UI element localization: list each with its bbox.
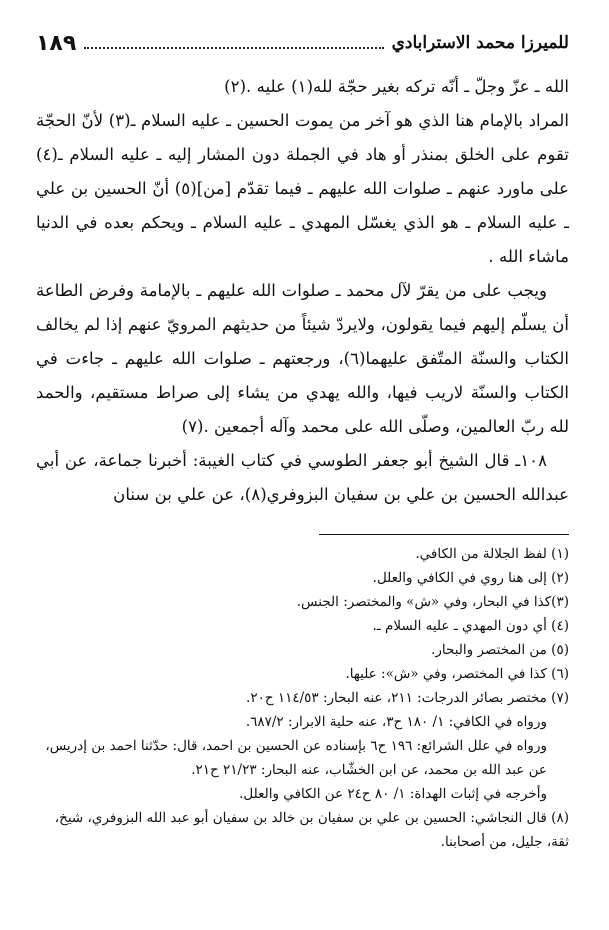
paragraph-3: ويجب على من يقرّ لآل محمد ـ صلوات الله عليهم ـ بالإمامة وفرض الطاعة أن يسلّم إليهم فيما يقولون، ولايردّ شيئاً من حديثهم المرويّ عنهم إذا لم يخالف الكتاب والسنّة المتّفق عليهما(٦)، ورجعتهم ـ صلوات الله عليهم ـ جاءت في الكتاب والسنّة لاريب فيها، والله يهدي من يشاء إلى صراط مستقيم، والحمد لله ربّ العالمين، وصلّى الله على محمد وآله أجمعين .(٧) bbox=[36, 281, 569, 436]
footnotes bbox=[36, 542, 569, 854]
footnote-7: (٧) مختصر بصائر الدرجات: ٢١١، عنه البحار: ١١٤/٥٣ ح٢٠. bbox=[246, 690, 569, 706]
running-title: للميرزا محمد الاسترابادي bbox=[391, 33, 569, 53]
footnote-7-line-2: ورواه في الكافي: ١/ ١٨٠ ح٣، عنه حلية الابرار: ٦٨٧/٢. bbox=[245, 714, 547, 730]
footnote-1: (١) لفظ الجلالة من الكافي. bbox=[415, 546, 569, 562]
footnote-6: (٦) كذا في المختصر، وفي «ش»: عليها. bbox=[345, 666, 569, 682]
footnote-7-line-4: وأخرجه في إثبات الهداة: ١/ ٨٠ ح٢٤ عن الكافي والعلل. bbox=[239, 786, 547, 802]
footnote-5: (٥) من المختصر والبحار. bbox=[431, 642, 569, 658]
page-header bbox=[36, 30, 569, 56]
paragraph-2: المراد بالإمام هنا الذي هو آخر من يموت الحسين ـ عليه السلام ـ(٣) لأنّ الحجّة تقوم على الخلق بمنذر أو هاد في الجملة دون المشار إليه ـ عليه السلام ـ(٤) على ماورد عنهم ـ صلوات الله عليهم ـ فيما تقدّم [من](٥) أنّ الحسين بن علي ـ عليه السلام ـ هو الذي يغسّل المهدي ـ عليه السلام ـ ويحكم بعده في الدنيا ماشاء الله . bbox=[36, 111, 569, 266]
page-number: ١٨٩ bbox=[36, 30, 77, 56]
footnote-4: (٤) أي دون المهدي ـ عليه السلام ـ. bbox=[372, 618, 569, 634]
main-text bbox=[36, 70, 569, 512]
footnote-8: (٨) قال النجاشي: الحسين بن علي بن سفيان بن خالد بن سفيان أبو عبد الله البزوفري، شيخ، ثقة، جليل، من أصحابنا. bbox=[54, 810, 569, 850]
footnote-7-line-3: ورواه في علل الشرائع: ١٩٦ ح٦ بإسناده عن الحسين بن احمد، قال: حدّثنا احمد بن إدريس، عن عبد الله بن محمد، عن ابن الخشّاب، عنه البحار: ٢١/٢٣ ح٢١. bbox=[45, 738, 547, 778]
header-dotted-leader bbox=[84, 37, 383, 49]
paragraph-4: ١٠٨ـ قال الشيخ أبو جعفر الطوسي في كتاب الغيبة: أخبرنا جماعة، عن أبي عبدالله الحسين بن علي بن سفيان البزوفري(٨)، عن علي بن سنان bbox=[36, 451, 569, 504]
footnote-3: (٣)كذا في البحار، وفي «ش» والمختصر: الجنس. bbox=[296, 594, 569, 610]
footnote-2: (٢) إلى هنا روي في الكافي والعلل. bbox=[372, 570, 569, 586]
paragraph-1: الله ـ عزّ وجلّ ـ أنّه تركه بغير حجّة لله(١) عليه .(٢) bbox=[224, 77, 569, 96]
footnote-separator bbox=[319, 534, 569, 535]
